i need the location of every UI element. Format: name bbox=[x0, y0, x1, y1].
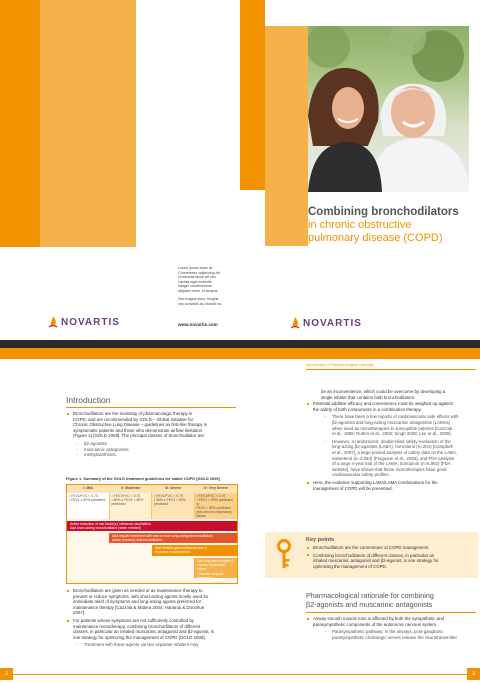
figure-header-severe: III: Severe bbox=[165, 486, 182, 490]
figure-bar-3: Add inhaled glucocorticosteroids if repeated exacerbations bbox=[152, 545, 237, 556]
key-point-2: Combining bronchodilators of different classes, in particular an inhaled muscarinic antagonist and β2-agonist, is one strategy for optimizing the management of COPD. bbox=[306, 553, 476, 570]
figure-bar-4: Add long-term oxygen if chronic respiratory failure. Consider surgical treatments bbox=[194, 558, 237, 578]
page3-sub-3: – Parasympathetic pathway: in the airways, post-ganglionic parasympathetic cholinergic nerves release the neurotransmitter bbox=[322, 629, 478, 640]
figure-cell-very-severe: • FEV1/FVC < 0.70 • FEV1 < 30% predicted or FEV1 < 50% predicted plus chronic respiratory failure bbox=[195, 493, 238, 519]
page2-sub-item-1: – β2-agonists bbox=[74, 441, 238, 447]
cover-front-page bbox=[240, 0, 480, 340]
page2-number-box bbox=[0, 668, 13, 680]
cover-title-bold: Combining bronchodilators bbox=[308, 206, 459, 218]
figure-bar-2: Add regular treatment with one or more long-acting bronchodilators (when needed); Add rehabilitation bbox=[109, 533, 237, 543]
page3-top-band bbox=[240, 348, 480, 359]
figure-header-moderate: II: Moderate bbox=[121, 486, 141, 490]
page3-running-head: Introduction // Pharmacological rationale bbox=[306, 363, 374, 367]
page3-bullet-3: Airway smooth muscle tone is affected by both the sympathetic and parasympathetic components of the autonomic nervous system. bbox=[306, 616, 478, 627]
figure-caption: Figure 1. Summary of the GOLD treatment guidelines for stable COPD [GOLD 2009] bbox=[66, 476, 220, 481]
page3-sub-2: – However, a randomized, double-blind safety evaluation of the long-acting β2-agonists (LABA), formoterol (n=204) [Campbell et al., 2007], a large pooled analysis of safety data on the LABA, salmeterol (n=2,053) [Ferguson et al., 2003], and FDA analysis of a large 4-year trial of the LAMA, tiotropium (n=5,992) [FDA website], have shown that these monotherapies have good cardiovascular safety profiles. bbox=[322, 439, 478, 478]
page2-sub-item-3: – methylxanthines. bbox=[74, 452, 238, 458]
figure-header-very-severe: IV: Very Severe bbox=[203, 486, 228, 490]
page2-body-bottom bbox=[66, 588, 238, 648]
figure-bar-1: Active reduction of risk factor(s); influenza vaccination Add short-acting bronchodilator (when needed) bbox=[67, 521, 237, 531]
website-link[interactable]: www.novartis.com bbox=[178, 322, 218, 327]
page2-bullet-1: Bronchodilators are the mainstay of pharmacologic therapy in COPD, and are recommended by GOLD – Global Initiative for Chronic Obstructive Lung Disease – guidelines as first-line therapy in symptomatic patients and those who demonstrate airflow limitation (Figure 1) [GOLD 2009]. The principal classes of bronchodilator are: bbox=[66, 411, 238, 439]
cover-title-line-1: in chronic obstructive bbox=[308, 219, 412, 231]
spread-divider bbox=[0, 340, 480, 348]
figure-cell-row bbox=[67, 493, 237, 519]
novartis-flame-icon bbox=[290, 317, 300, 329]
cover-photo-couple bbox=[308, 26, 469, 192]
page3-bullet-1: Potential additive efficacy and convenience must be weighed up against the safety of both components in a combination therapy. bbox=[306, 401, 478, 412]
cover-blurb-1: Lorem ipsum dolor sit Connectetur adipiscing elit Ut lobortis lacus vel nisl Lacinia eget molestie Integer condimentum aliquam tortor, id tempus. bbox=[178, 266, 221, 293]
page3-head-rule bbox=[306, 369, 476, 370]
page2-top-band bbox=[0, 348, 240, 359]
cover-orange-stripe bbox=[0, 0, 40, 247]
figure-cell-mild: • FEV1/FVC < 0.70 • FEV1 ≥ 80% predicted bbox=[67, 493, 110, 519]
gold-figure bbox=[66, 484, 238, 584]
page2-number: 2 bbox=[5, 671, 8, 677]
novartis-logo-right bbox=[290, 317, 362, 329]
page2-bullet-2: Bronchodilators are given as needed or as maintenance therapy to prevent or reduce symptoms, with short-acting agents mostly used for immediate relief of symptoms and long-acting agents preferred for maintenance therapy [Cazzola & Matera 2004; Hanania & Donohue 2007]. bbox=[66, 588, 238, 616]
page3-section-rule bbox=[306, 612, 476, 613]
page2-heading: Introduction bbox=[66, 395, 111, 405]
page2-body-top bbox=[66, 411, 238, 458]
novartis-logo-left bbox=[48, 316, 120, 328]
novartis-wordmark: NOVARTIS bbox=[61, 316, 120, 328]
key-points-list bbox=[306, 545, 476, 571]
key-points-title: Key points bbox=[306, 537, 335, 543]
cover-blurb-2: Sed magna dolor, fringilla nec convallis ac, blandit eu. bbox=[178, 297, 222, 306]
inner-page-2 bbox=[0, 348, 240, 683]
page3-number-box bbox=[467, 668, 480, 680]
figure-cell-moderate: • FEV1/FVC < 0.70 • 50% ≤ FEV1 < 80% predicted bbox=[110, 493, 153, 519]
cover-front-orange-stripe bbox=[240, 0, 265, 190]
key-icon bbox=[273, 539, 295, 571]
page3-number: 3 bbox=[472, 671, 475, 677]
page3-body-bottom bbox=[306, 616, 478, 640]
page3-footer-rule bbox=[240, 674, 480, 675]
page2-bullet-3: For patients whose symptoms are not sufficiently controlled by maintenance monotherapy, combining bronchodilators of different classes, in particular an inhaled muscarinic antagonist and β2-agonist, is one strategy for optimizing the management of COPD [GOLD 2009]. bbox=[66, 618, 238, 640]
inner-page-3 bbox=[240, 348, 480, 683]
cover-back-page bbox=[0, 0, 240, 340]
page2-heading-rule bbox=[66, 407, 236, 408]
page3-continued: be an inconvenience, which could be overcome by developing a single inhaler that contains both bronchodilators. bbox=[321, 389, 446, 400]
key-icon-box bbox=[273, 539, 295, 571]
figure-cell-severe: • FEV1/FVC < 0.70 • 30% ≤ FEV1 < 50% predicted bbox=[152, 493, 195, 519]
novartis-flame-icon bbox=[48, 316, 58, 328]
page3-sub-1: – There have been a few reports of cardiovascular side effects with β2-agonists and long-acting muscarinic antagonists (LAMAs) when used as monotherapies in susceptible patients [Cazzola et al., 1998; Rutten et al., 2006; Singh 2008; Lee et al., 2008]. bbox=[322, 414, 478, 436]
key-point-1: Bronchodilators are the cornerstone of COPD management bbox=[306, 545, 476, 551]
figure-header-mild: I: Mild bbox=[83, 486, 94, 490]
page3-body bbox=[306, 389, 478, 493]
page3-section-heading: Pharmacological rationale for combining β2-agonists and muscarinic antagonists bbox=[306, 591, 434, 609]
page2-footer-rule bbox=[0, 674, 240, 675]
key-points-box bbox=[265, 532, 478, 578]
cover-title-line-2: pulmonary disease (COPD) bbox=[308, 232, 443, 244]
page3-bullet-2: Here, the evidence supporting LABA/LAMA combinations for the management of COPD will be presented. bbox=[306, 480, 478, 491]
page2-sub-two-inhalers: – Treatment with these agents via two separate inhalers may bbox=[74, 642, 238, 648]
page2-sub-item-2: – muscarinic antagonists bbox=[74, 447, 238, 453]
photo-illustration bbox=[308, 26, 469, 192]
figure-header-row bbox=[67, 485, 237, 493]
cover-title bbox=[308, 206, 478, 245]
cover-front-yellow-block bbox=[265, 26, 308, 246]
novartis-wordmark: NOVARTIS bbox=[303, 317, 362, 329]
cover-yellow-block bbox=[40, 0, 136, 247]
